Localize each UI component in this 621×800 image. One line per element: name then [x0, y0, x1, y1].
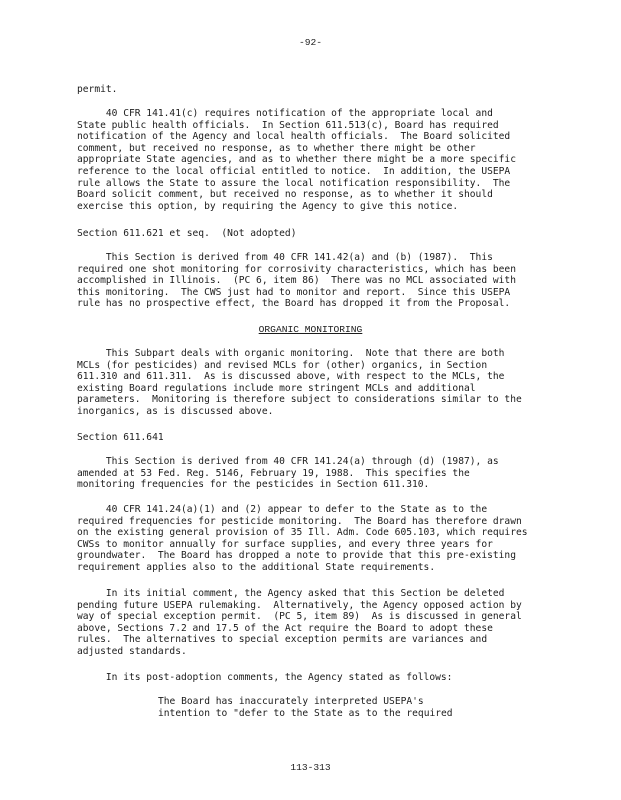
paragraph-initial-comment: In its initial comment, the Agency asked that this Section be deleted pending future USEPA rulemaking. Alternatively, the Agency opposed action by way of special exception permit. (PC 5, item 89) As is discussed in general above, Sections 7.2 and 17.5 of the Act require the Board to adopt these rules. The alternatives to special exception permits are variances and adjusted standards. [77, 588, 522, 657]
paragraph-post-adoption: In its post-adoption comments, the Agency stated as follows: [77, 672, 453, 683]
section-heading-611-621: Section 611.621 et seq. (Not adopted) [77, 228, 297, 239]
paragraph-permit: permit. [77, 84, 118, 95]
paragraph-organic-subpart: This Subpart deals with organic monitoring. Note that there are both MCLs (for pesticides) and revised MCLs for (other) organics, in Section 611.310 and 611.311. As is discussed above, with respect to the MCLs, the existing Board regulations include more stringent MCLs and additional parameters. Monitoring is therefore subject to considerations similar to the inorganics, as is discussed above. [77, 348, 522, 417]
paragraph-frequencies: 40 CFR 141.24(a)(1) and (2) appear to defer to the State as to the required frequencies for pesticide monitoring. The Board has therefore drawn on the existing general provision of 35 Ill. Adm. Code 605.103, which requires CWSs to monitor annually for surface supplies, and every three years for groundwater. The Board has dropped a note to provide that this pre-existing requirement applies also to the additional State requirements. [77, 504, 528, 573]
heading-text: ORGANIC MONITORING [258, 324, 363, 335]
block-quote: The Board has inaccurately interpreted USEPA's intention to "defer to the State as to the required [158, 696, 453, 719]
paragraph-corrosivity: This Section is derived from 40 CFR 141.42(a) and (b) (1987). This required one shot monitoring for corrosivity characteristics, which has been accomplished in Illinois. (PC 6, item 86) There was no MCL associated with this monitoring. The CWS just had to monitor and report. Since this USEPA rule has no prospective effect, the Board has dropped it from the Proposal. [77, 252, 516, 310]
page-footer: 113-313 [290, 762, 331, 773]
section-heading-611-641: Section 611.641 [77, 432, 164, 443]
page-number: -92- [298, 37, 323, 48]
paragraph-pesticides: This Section is derived from 40 CFR 141.24(a) through (d) (1987), as amended at 53 Fed. Reg. 5146, February 19, 1988. This specifies the monitoring frequencies for the pesticides in Section 611.310. [77, 456, 499, 491]
heading-organic-monitoring [0, 324, 621, 336]
paragraph-notification: 40 CFR 141.41(c) requires notification of the appropriate local and State public health officials. In Section 611.513(c), Board has required notification of the Agency and local health officials. The Board solicited comment, but received no response, as to whether there might be other appropriate State agencies, and as to whether there might be a more specific reference to the local official entitled to notice. In addition, the USEPA rule allows the State to assure the local notification responsibility. The Board solicit comment, but received no response, as to whether it should exercise this option, by requiring the Agency to give this notice. [77, 108, 516, 212]
